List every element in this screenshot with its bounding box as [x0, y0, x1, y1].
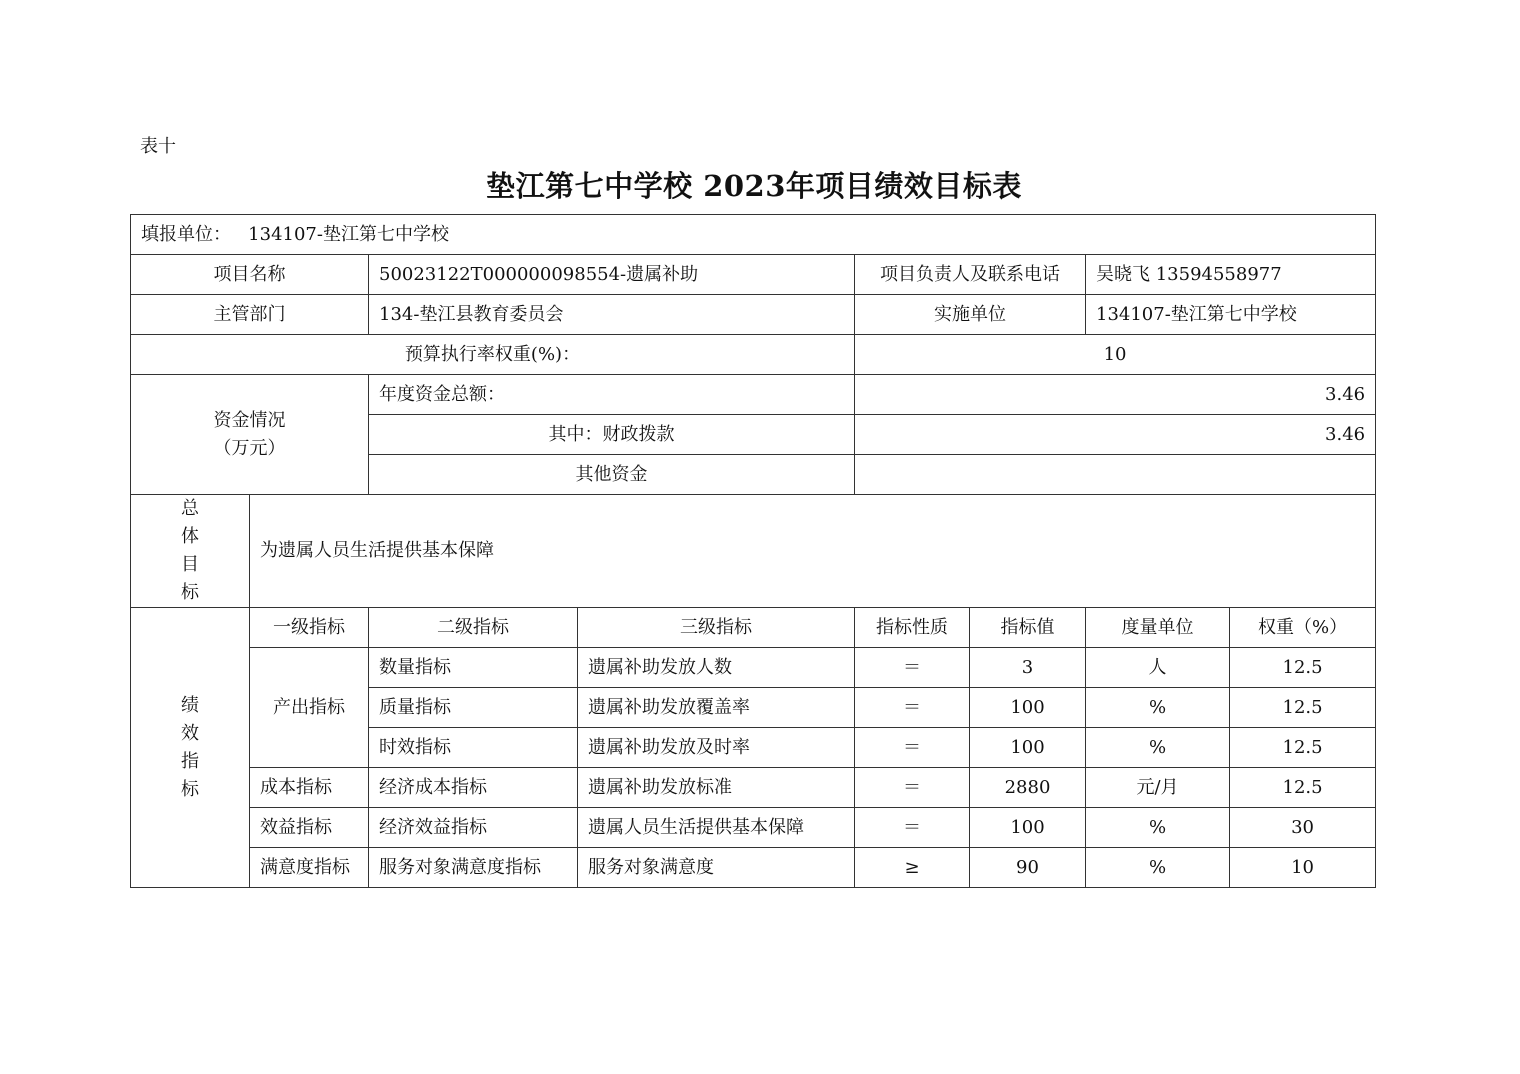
goal-label-char: 目: [181, 554, 199, 575]
funds-fiscal-value: 3.46: [855, 415, 1376, 455]
manager-value: 吴晓飞 13594558977: [1086, 255, 1376, 295]
funds-fiscal-label: 其中：财政拨款: [369, 415, 855, 455]
row-level2: 时效指标: [369, 728, 578, 768]
row-level2: 服务对象满意度指标: [369, 848, 578, 888]
row-unit: %: [1086, 688, 1230, 728]
table-label: 表十: [140, 136, 176, 157]
dept-row: [131, 295, 1376, 335]
header-unit: 度量单位: [1086, 608, 1230, 648]
header-nature: 指标性质: [855, 608, 970, 648]
budget-weight-value: 10: [855, 335, 1376, 375]
indicator-header-row: [131, 608, 1376, 648]
budget-weight-row: [131, 335, 1376, 375]
funds-label-line2: （万元）: [213, 437, 286, 459]
funds-total-row: [131, 375, 1376, 415]
header-level3: 三级指标: [578, 608, 855, 648]
row-level3: 遗属补助发放及时率: [578, 728, 855, 768]
row-weight: 12.5: [1230, 728, 1376, 768]
overall-goal-row: [131, 495, 1376, 608]
filler-unit-label: 填报单位：: [141, 223, 231, 245]
funds-total-label: 年度资金总额：: [369, 375, 855, 415]
project-name-row: [131, 255, 1376, 295]
table-row: [131, 808, 1376, 848]
project-name-label: 项目名称: [131, 255, 369, 295]
goal-label-char: 总: [181, 498, 199, 519]
funds-label: [131, 375, 369, 495]
impl-unit-label: 实施单位: [855, 295, 1086, 335]
funds-label-line1: 资金情况: [213, 409, 286, 431]
table-row: [131, 848, 1376, 888]
table-row: [131, 768, 1376, 808]
row-weight: 12.5: [1230, 768, 1376, 808]
row-value: 100: [970, 728, 1086, 768]
indicators-label-char: 标: [181, 778, 199, 800]
output-group-label: 产出指标: [250, 648, 369, 768]
row-level1: 成本指标: [250, 768, 369, 808]
row-level3: 遗属补助发放覆盖率: [578, 688, 855, 728]
funds-other-value: [855, 455, 1376, 495]
header-weight: 权重（%）: [1230, 608, 1376, 648]
funds-total-value: 3.46: [855, 375, 1376, 415]
row-nature: ≥: [855, 848, 970, 888]
row-value: 90: [970, 848, 1086, 888]
header-value: 指标值: [970, 608, 1086, 648]
header-level2: 二级指标: [369, 608, 578, 648]
row-value: 2880: [970, 768, 1086, 808]
header-level1: 一级指标: [250, 608, 369, 648]
row-unit: 人: [1086, 648, 1230, 688]
project-name-value: 50023122T000000098554-遗属补助: [369, 255, 855, 295]
row-nature: ＝: [855, 728, 970, 768]
impl-unit-value: 134107-垫江第七中学校: [1086, 295, 1376, 335]
filler-unit-cell: [131, 215, 1376, 255]
row-value: 100: [970, 808, 1086, 848]
budget-weight-label: 预算执行率权重(%)：: [131, 335, 855, 375]
row-value: 3: [970, 648, 1086, 688]
row-level1: 效益指标: [250, 808, 369, 848]
row-level2: 经济效益指标: [369, 808, 578, 848]
row-level3: 遗属补助发放标准: [578, 768, 855, 808]
goal-label-char: 体: [181, 526, 199, 547]
row-unit: %: [1086, 848, 1230, 888]
dept-label: 主管部门: [131, 295, 369, 335]
row-level3: 服务对象满意度: [578, 848, 855, 888]
row-value: 100: [970, 688, 1086, 728]
table-row: [131, 648, 1376, 688]
row-weight: 12.5: [1230, 648, 1376, 688]
filler-unit-value: 134107-垫江第七中学校: [248, 223, 449, 245]
manager-label: 项目负责人及联系电话: [855, 255, 1086, 295]
page-title: 垫江第七中学校 2023年项目绩效目标表: [486, 169, 1022, 203]
row-unit: 元/月: [1086, 768, 1230, 808]
dept-value: 134-垫江县教育委员会: [369, 295, 855, 335]
indicators-label-char: 效: [181, 722, 199, 744]
row-weight: 10: [1230, 848, 1376, 888]
row-level1: 满意度指标: [250, 848, 369, 888]
row-level2: 质量指标: [369, 688, 578, 728]
overall-goal-text: 为遗属人员生活提供基本保障: [250, 495, 1376, 608]
row-level3: 遗属人员生活提供基本保障: [578, 808, 855, 848]
funds-other-label: 其他资金: [369, 455, 855, 495]
row-weight: 30: [1230, 808, 1376, 848]
row-unit: %: [1086, 808, 1230, 848]
filler-unit-row: [131, 215, 1376, 255]
row-level2: 经济成本指标: [369, 768, 578, 808]
row-nature: ＝: [855, 648, 970, 688]
indicators-label: [131, 608, 250, 888]
indicators-label-char: 绩: [181, 694, 199, 716]
row-level2: 数量指标: [369, 648, 578, 688]
row-weight: 12.5: [1230, 688, 1376, 728]
row-level3: 遗属补助发放人数: [578, 648, 855, 688]
indicators-label-char: 指: [181, 750, 199, 772]
row-unit: %: [1086, 728, 1230, 768]
goal-label-char: 标: [181, 582, 199, 603]
overall-goal-label: [131, 495, 250, 608]
row-nature: ＝: [855, 808, 970, 848]
row-nature: ＝: [855, 768, 970, 808]
performance-target-table: [130, 214, 1376, 888]
row-nature: ＝: [855, 688, 970, 728]
